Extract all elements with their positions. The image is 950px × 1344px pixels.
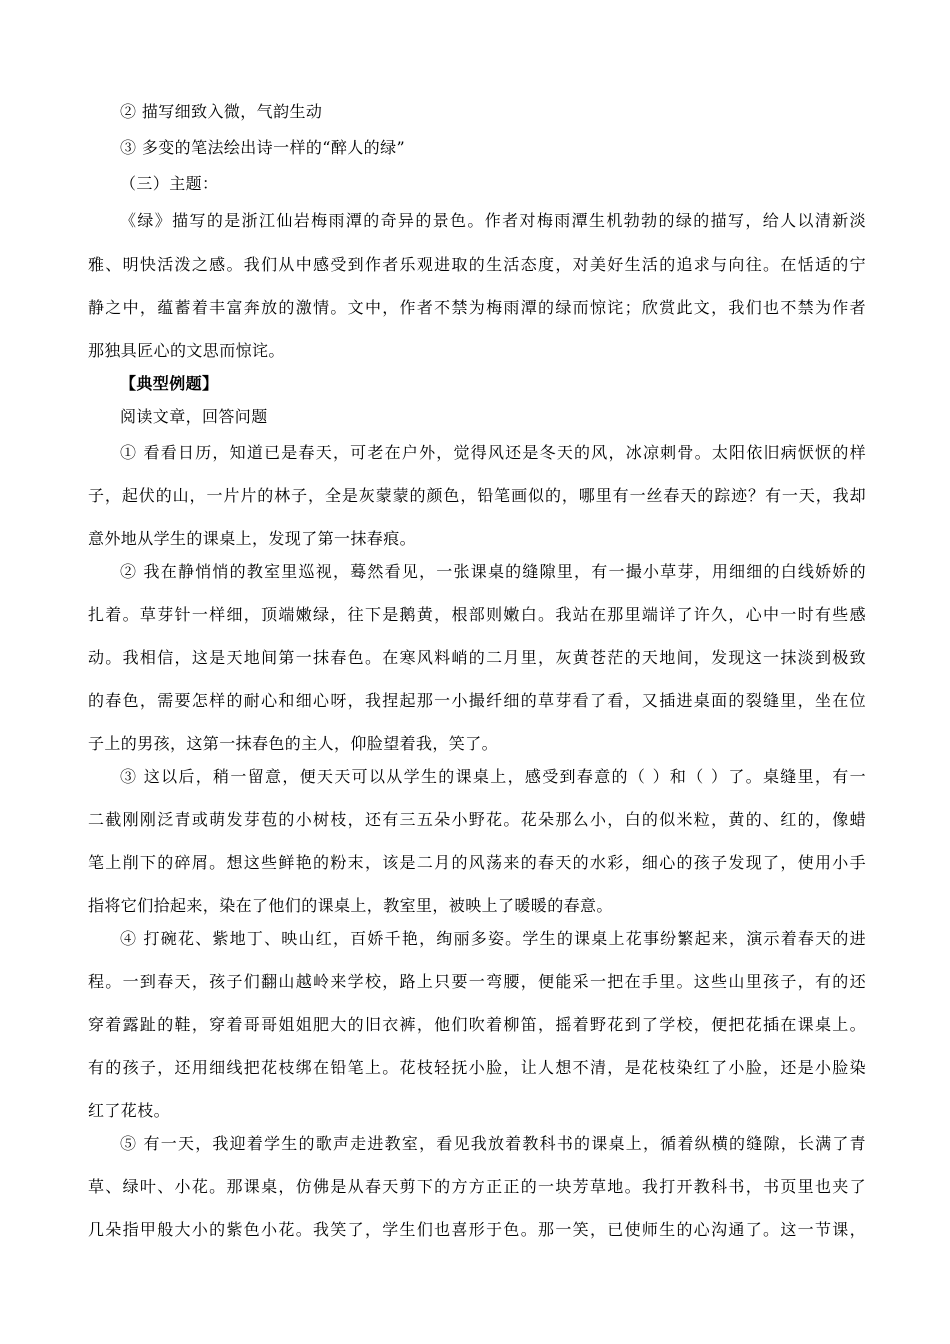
- article-para5-line: 草、绿叶、小花。那课桌，仿佛是从春天剪下的方方正正的一块芳草地。我打开教科书，书页里也夹了: [88, 1177, 866, 1196]
- article-para2-line: ② 我在静悄悄的教室里巡视，蓦然看见，一张课桌的缝隙里，有一撮小草芽，用细细的白线娇娇的: [120, 562, 866, 581]
- article-para2-line: 动。我相信，这是天地间第一抹春色。在寒风料峭的二月里，灰黄苍茫的天地间，发现这一抹淡到极致: [88, 648, 866, 667]
- article-para1-line: 意外地从学生的课桌上，发现了第一抹春痕。: [88, 529, 417, 548]
- article-para3-line: 二截刚刚泛青或萌发芽苞的小树枝，还有三五朵小野花。花朵那么小，白的似米粒，黄的、红的，像蜡: [88, 810, 866, 829]
- article-para4-line: ④ 打碗花、紫地丁、映山红，百娇千艳，绚丽多姿。学生的课桌上花事纷繁起来，演示着春天的进: [120, 929, 866, 948]
- point-3: ③ 多变的笔法绘出诗一样的“醉人的绿”: [120, 138, 406, 157]
- examples-heading: 【典型例题】: [120, 374, 219, 393]
- article-para3-line: 笔上削下的碎屑。想这些鲜艳的粉末，该是二月的风荡来的春天的水彩，细心的孩子发现了，使用小手: [88, 853, 866, 872]
- article-para4-line: 程。一到春天，孩子们翻山越岭来学校，路上只要一弯腰，便能采一把在手里。这些山里孩子，有的还: [88, 972, 866, 991]
- theme-line: 那独具匠心的文思而惊诧。: [88, 341, 285, 360]
- article-para3-line: 指将它们拾起来，染在了他们的课桌上，教室里，被映上了暖暖的春意。: [88, 896, 613, 915]
- article-para1-line: 子，起伏的山，一片片的林子，全是灰蒙蒙的颜色，铅笔画似的，哪里有一丝春天的踪迹？有一天，我却: [88, 486, 866, 505]
- article-para5-line: ⑤ 有一天，我迎着学生的歌声走进教室，看见我放着教科书的课桌上，循着纵横的缝隙，长满了青: [120, 1134, 866, 1153]
- article-para4-line: 穿着露趾的鞋，穿着哥哥姐姐肥大的旧衣裤，他们吹着柳笛，摇着野花到了学校，便把花插在课桌上。: [88, 1015, 866, 1034]
- theme-line: 《绿》描写的是浙江仙岩梅雨潭的奇异的景色。作者对梅雨潭生机勃勃的绿的描写，给人以清新淡: [120, 211, 866, 230]
- article-para4-line: 有的孩子，还用细线把花枝绑在铅笔上。花枝轻抚小脸，让人想不清，是花枝染红了小脸，还是小脸染: [88, 1058, 866, 1077]
- article-para1-line: ① 看看日历，知道已是春天，可老在户外，觉得风还是冬天的风，冰凉刺骨。太阳依旧病恹恹的样: [120, 443, 866, 462]
- theme-line: 雅、明快活泼之感。我们从中感受到作者乐观进取的生活态度，对美好生活的追求与向往。在恬适的宁: [88, 255, 866, 274]
- article-para5-line: 几朵指甲般大小的紫色小花。我笑了，学生们也喜形于色。那一笑，已使师生的心沟通了。这一节课，: [88, 1220, 866, 1239]
- article-para2-line: 的春色，需要怎样的耐心和细心呀，我捏起那一小撮纤细的草芽看了看，又插进桌面的裂缝里，坐在位: [88, 691, 866, 710]
- article-para2-line: 扎着。草芽针一样细，顶端嫩绿，往下是鹅黄，根部则嫩白。我站在那里端详了许久，心中一时有些感: [88, 605, 866, 624]
- article-para3-line: ③ 这以后，稍一留意，便天天可以从学生的课桌上，感受到春意的（ ）和（ ）了。桌缝里，有一: [120, 767, 866, 786]
- examples-instruction: 阅读文章，回答问题: [120, 407, 268, 426]
- article-para2-line: 子上的男孩，这第一抹春色的主人，仰脸望着我，笑了。: [88, 734, 499, 753]
- article-para4-line: 红了花枝。: [88, 1101, 171, 1120]
- theme-heading: （三）主题：: [120, 174, 219, 193]
- theme-line: 静之中，蕴蓄着丰富奔放的激情。文中，作者不禁为梅雨潭的绿而惊诧；欣赏此文，我们也不禁为作者: [88, 298, 866, 317]
- point-2: ② 描写细致入微，气韵生动: [120, 102, 323, 121]
